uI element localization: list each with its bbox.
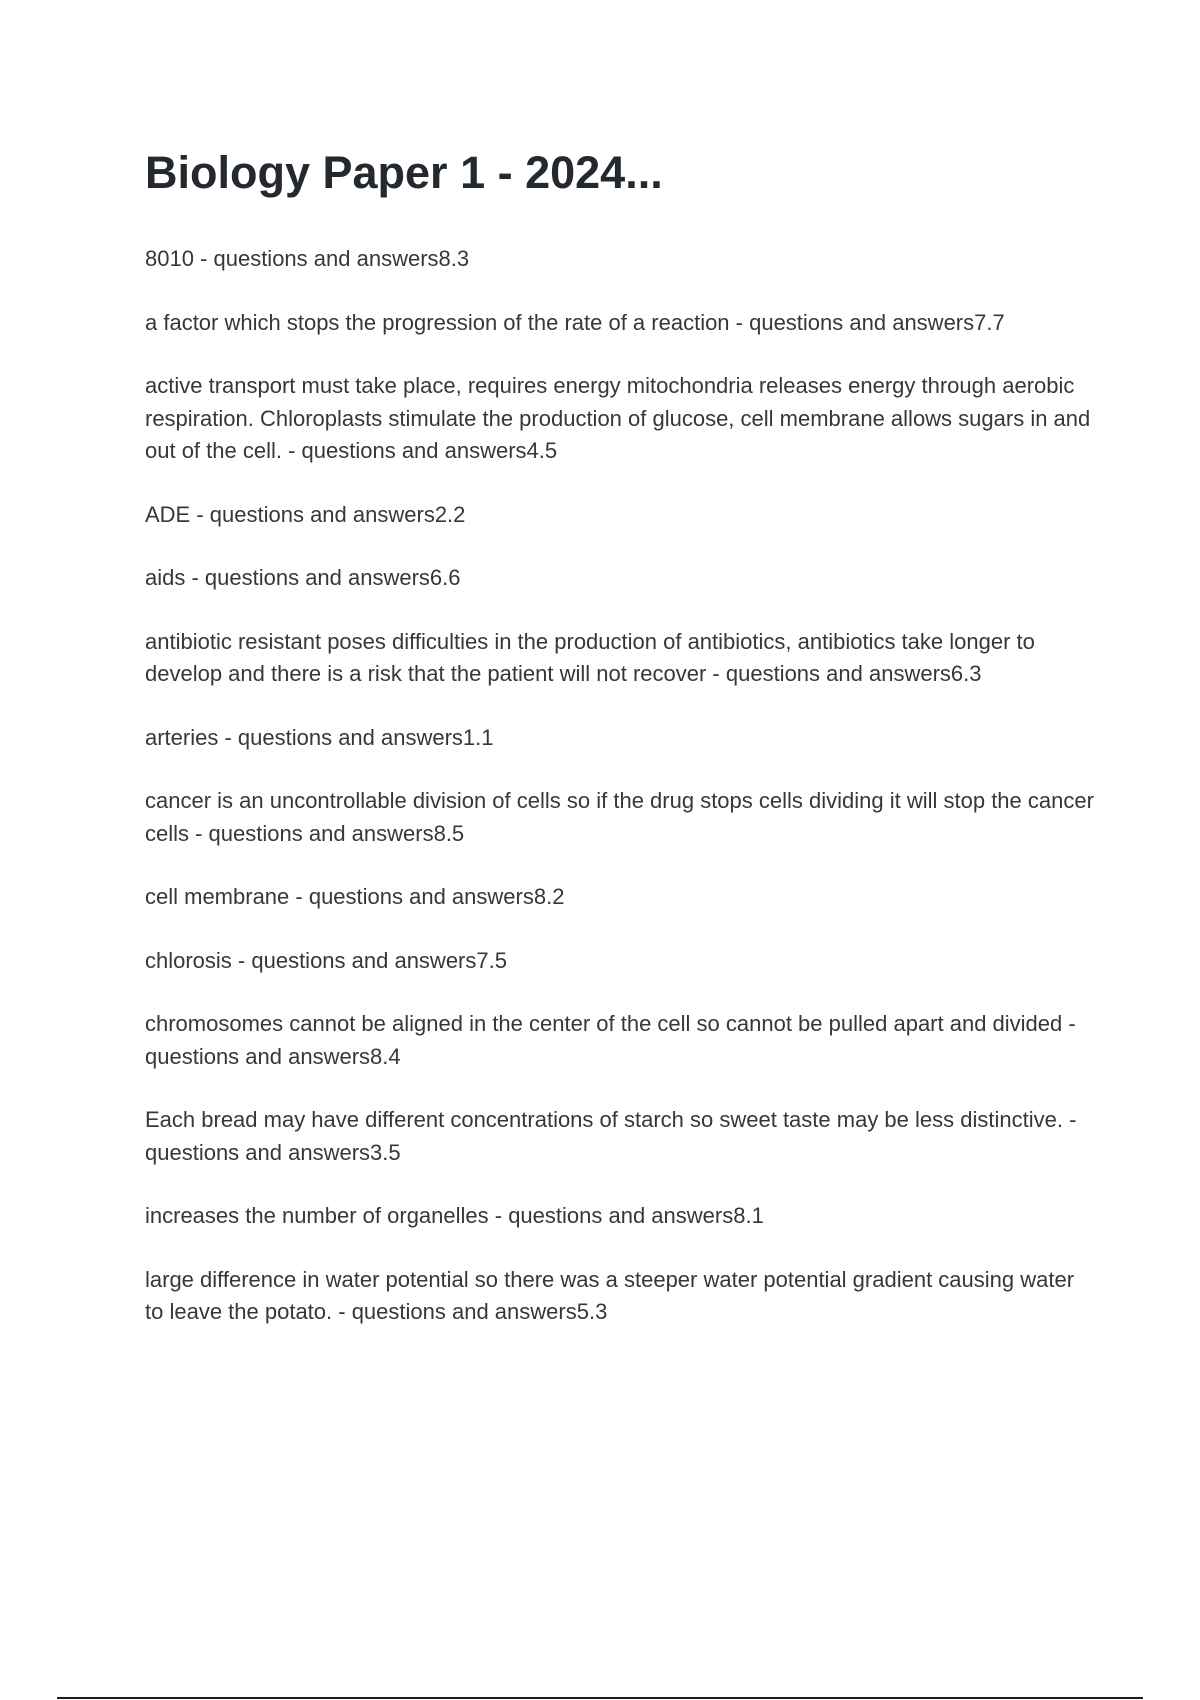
list-item: ADE - questions and answers2.2 <box>145 501 466 527</box>
list-item: increases the number of organelles - questions and answers8.1 <box>145 1203 764 1228</box>
document-title: Biology Paper 1 - 2024... <box>145 147 663 198</box>
list-item: a factor which stops the progression of the rate of a reaction - questions and answers7.7 <box>145 309 1005 335</box>
list-item: chlorosis - questions and answers7.5 <box>145 947 507 973</box>
entry-list <box>145 243 1095 1360</box>
list-item: large difference in water potential so there was a steeper water potential gradient causing water to leave the potato. - questions and answers5.3 <box>145 1266 1075 1324</box>
list-item: chromosomes cannot be aligned in the center of the cell so cannot be pulled apart and divided - questions and answers8.4 <box>145 1011 1076 1069</box>
list-item: active transport must take place, requires energy mitochondria releases energy through aerobic respiration. Chloroplasts stimulate the production of glucose, cell membrane allows sugars in and out of the cell. - questions and answers4.5 <box>145 373 1091 463</box>
list-item: aids - questions and answers6.6 <box>145 565 461 590</box>
list-item: cancer is an uncontrollable division of cells so if the drug stops cells dividing it will stop the cancer cells - questions and answers8.5 <box>145 788 1094 846</box>
list-item: antibiotic resistant poses difficulties in the production of antibiotics, antibiotics take longer to develop and there is a risk that the patient will not recover - questions and answers6.3 <box>145 628 1035 686</box>
list-item: cell membrane - questions and answers8.2 <box>145 884 565 909</box>
footer-divider <box>57 1697 1143 1699</box>
list-item: 8010 - questions and answers8.3 <box>145 246 470 271</box>
list-item: arteries - questions and answers1.1 <box>145 724 494 750</box>
list-item: Each bread may have different concentrations of starch so sweet taste may be less distinctive. - questions and answers3.5 <box>145 1107 1077 1165</box>
